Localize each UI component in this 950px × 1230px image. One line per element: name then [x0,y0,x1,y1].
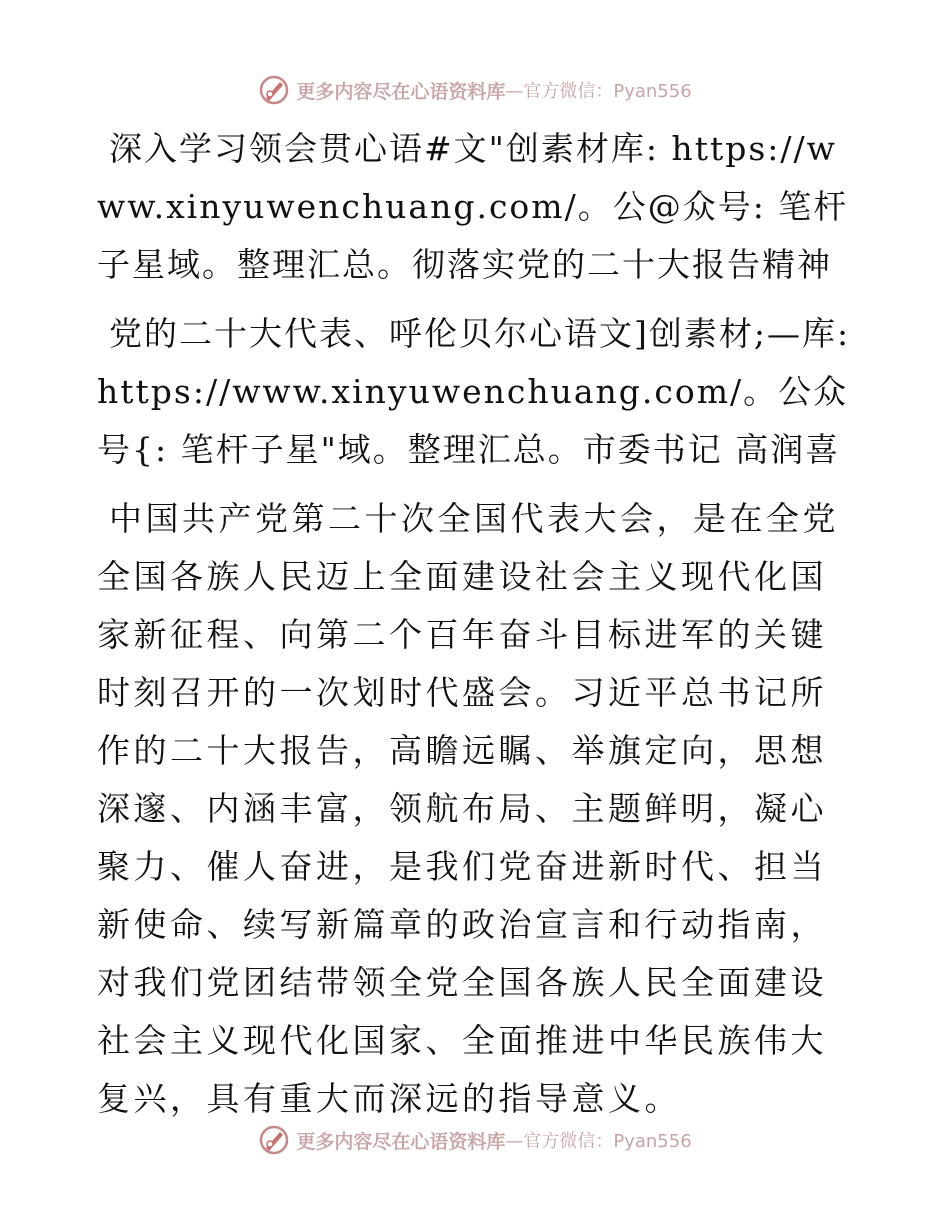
document-body [97,120,857,1139]
watermark-footer [0,1120,950,1160]
watermark-sub-text: —官方微信：Pyan556 [505,1131,692,1152]
paragraph-main: 中国共产党第二十次全国代表大会，是在全党全国各族人民迈上全面建设社会主义现代化国家新征程、向第二个百年奋斗目标进军的关键时刻召开的一次划时代盛会。习近平总书记所作的二十大报告，高瞻远瞩、举旗定向，思想深邃、内涵丰富，领航布局、主题鲜明，凝心聚力、催人奋进，是我们党奋进新时代、担当新使命、续写新篇章的政治宣言和行动指南，对我们党团结带领全党全国各族人民全面建设社会主义现代化国家、全面推进中华民族伟大复兴，具有重大而深远的指导意义。 [97,499,839,1118]
watermark-sub-text: —官方微信：Pyan556 [505,81,692,102]
paragraph-author: 党的二十大代表、呼伦贝尔心语文]创素材;—库: https://www.xinyuwenchuang.com/。公众号{: 笔杆子星"域。整理汇总。市委书记 高润喜 [97,314,851,469]
pen-logo-icon [258,1124,290,1156]
pen-logo-icon [258,74,290,106]
watermark-header [0,70,950,110]
paragraph-title: 深入学习领会贯心语#文"创素材库: https://www.xinyuwenchuang.com/。公@众号: 笔杆子星域。整理汇总。彻落实党的二十大报告精神 [97,129,849,284]
watermark-main-text: 更多内容尽在心语资料库 [296,80,506,103]
watermark-main-text: 更多内容尽在心语资料库 [296,1130,506,1153]
